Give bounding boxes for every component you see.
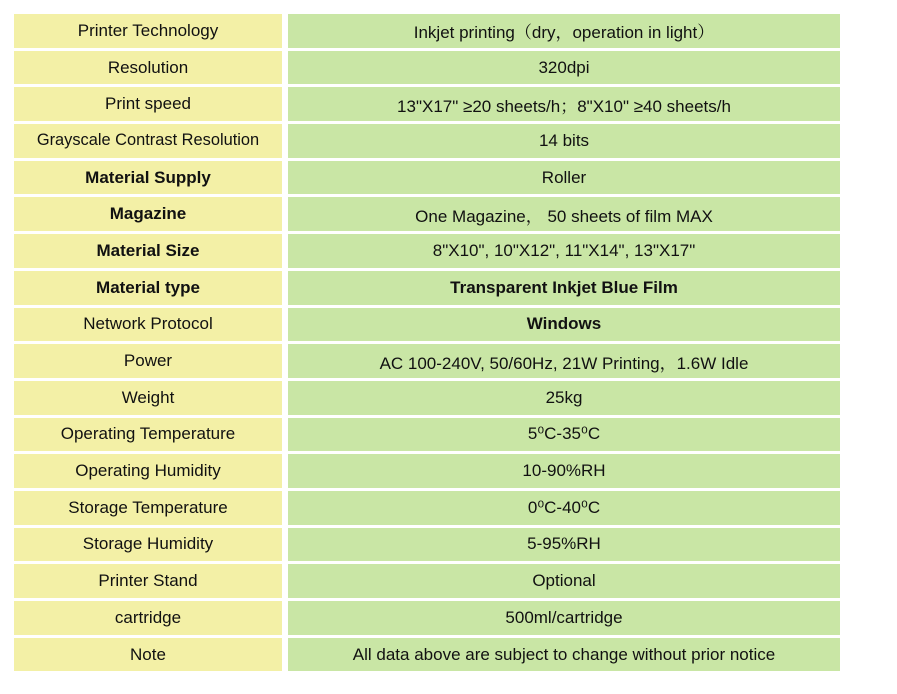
spec-row-operating-humidity [14,454,840,488]
spec-label: Storage Humidity [14,528,282,562]
spec-label: Material Supply [14,161,282,195]
spec-label: Grayscale Contrast Resolution [14,124,282,158]
spec-label: Operating Temperature [14,418,282,452]
spec-label: cartridge [14,601,282,635]
spec-row-cartridge [14,601,840,635]
spec-label: Material type [14,271,282,305]
spec-value: 320dpi [288,51,840,85]
spec-label: Operating Humidity [14,454,282,488]
spec-row-resolution [14,51,840,85]
spec-row-grayscale-contrast-resolution [14,124,840,158]
spec-label: Material Size [14,234,282,268]
spec-row-printer-stand [14,564,840,598]
spec-row-material-supply [14,161,840,195]
spec-row-network-protocol [14,308,840,342]
spec-value: All data above are subject to change without prior notice [288,638,840,672]
spec-row-storage-temperature [14,491,840,525]
spec-row-magazine [14,197,840,231]
spec-value: 0⁰C-40⁰C [288,491,840,525]
spec-row-storage-humidity [14,528,840,562]
spec-label: Magazine [14,197,282,231]
spec-row-note [14,638,840,672]
spec-label: Print speed [14,87,282,121]
spec-value: AC 100-240V, 50/60Hz, 21W Printing，1.6W Idle [288,344,840,378]
spec-row-material-size [14,234,840,268]
spec-label: Weight [14,381,282,415]
spec-value: One Magazine， 50 sheets of film MAX [288,197,840,231]
spec-label: Printer Stand [14,564,282,598]
spec-label: Resolution [14,51,282,85]
spec-row-weight [14,381,840,415]
spec-value: 8"X10", 10"X12", 11"X14", 13"X17" [288,234,840,268]
spec-row-power [14,344,840,378]
spec-value: Windows [288,308,840,342]
spec-label: Network Protocol [14,308,282,342]
spec-row-print-speed [14,87,840,121]
spec-value: Optional [288,564,840,598]
spec-row-operating-temperature [14,418,840,452]
spec-label: Power [14,344,282,378]
spec-value: Inkjet printing（dry，operation in light） [288,14,840,48]
spec-value: 5⁰C-35⁰C [288,418,840,452]
spec-label: Note [14,638,282,672]
spec-value: 5-95%RH [288,528,840,562]
spec-value: 25kg [288,381,840,415]
spec-value: 500ml/cartridge [288,601,840,635]
spec-table [14,14,840,671]
spec-value: 10-90%RH [288,454,840,488]
spec-label: Printer Technology [14,14,282,48]
spec-value: Transparent Inkjet Blue Film [288,271,840,305]
spec-value: 13"X17" ≥20 sheets/h；8"X10" ≥40 sheets/h [288,87,840,121]
spec-row-printer-technology [14,14,840,48]
spec-value: 14 bits [288,124,840,158]
spec-row-material-type [14,271,840,305]
spec-label: Storage Temperature [14,491,282,525]
spec-value: Roller [288,161,840,195]
